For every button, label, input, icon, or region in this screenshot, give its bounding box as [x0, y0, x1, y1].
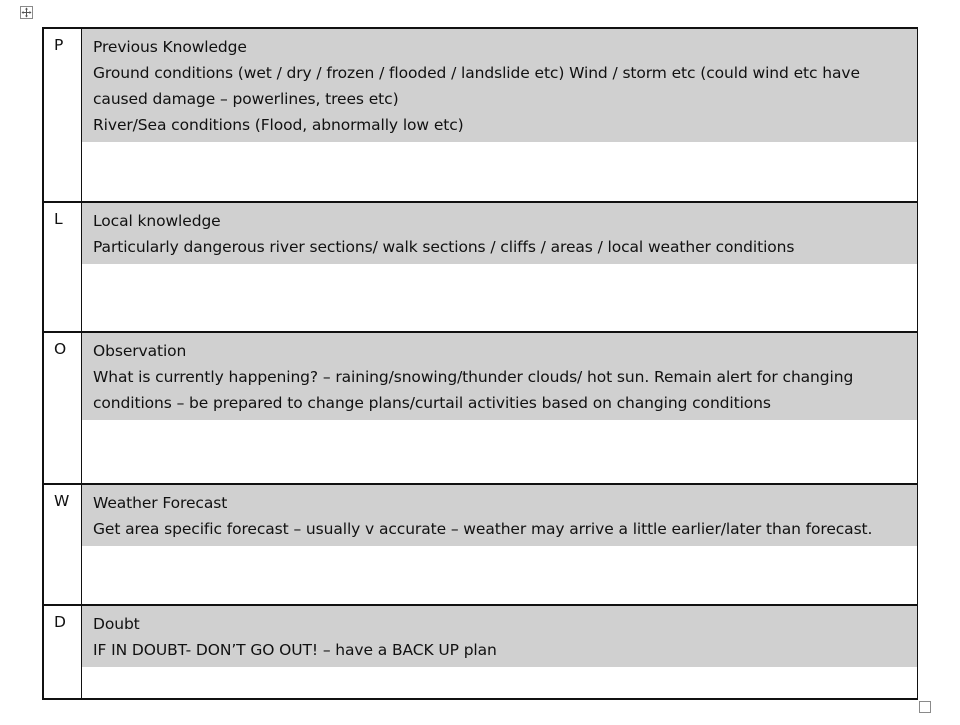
- row-content-cell[interactable]: [82, 333, 917, 485]
- row-letter: O: [44, 333, 82, 485]
- row-line: Get area specific forecast – usually v accurate – weather may arrive a little earlier/later than forecast.: [93, 520, 873, 538]
- row-title: Previous Knowledge: [93, 38, 247, 56]
- row-letter: L: [44, 203, 82, 333]
- row-title: Weather Forecast: [93, 494, 228, 512]
- row-title: Doubt: [93, 615, 140, 633]
- row-content-shaded: [82, 485, 917, 546]
- row-content-cell[interactable]: [82, 485, 917, 606]
- row-line: IF IN DOUBT- DON’T GO OUT! – have a BACK UP plan: [93, 641, 497, 659]
- table-move-icon[interactable]: [20, 6, 33, 19]
- row-line: River/Sea conditions (Flood, abnormally low etc): [93, 116, 464, 134]
- row-letter: P: [44, 29, 82, 201]
- table-row-w: [44, 483, 917, 606]
- table-row-o: [44, 331, 917, 485]
- row-line: Particularly dangerous river sections/ walk sections / cliffs / areas / local weather conditions: [93, 238, 795, 256]
- row-content-cell[interactable]: [82, 203, 917, 333]
- row-content-cell[interactable]: [82, 606, 917, 700]
- row-letter: D: [44, 606, 82, 700]
- row-content-shaded: [82, 606, 917, 667]
- row-content-shaded: [82, 333, 917, 420]
- row-content-shaded: [82, 29, 917, 142]
- four-arrows-icon: [21, 7, 32, 18]
- row-line: What is currently happening? – raining/snowing/thunder clouds/ hot sun. Remain alert for changing conditions – be prepared to change plans/curtail activities based on changing conditions: [93, 368, 854, 412]
- table-row-l: [44, 201, 917, 333]
- plowd-table: [42, 27, 918, 700]
- row-content-shaded: [82, 203, 917, 264]
- row-title: Observation: [93, 342, 187, 360]
- row-content-cell[interactable]: [82, 29, 917, 201]
- table-resize-icon[interactable]: [919, 701, 931, 713]
- table-row-p: [44, 29, 917, 201]
- row-title: Local knowledge: [93, 212, 221, 230]
- row-line: Ground conditions (wet / dry / frozen / flooded / landslide etc) Wind / storm etc (could wind etc have caused damage – powerlines, trees etc): [93, 64, 860, 108]
- table-row-d: [44, 604, 917, 700]
- row-letter: W: [44, 485, 82, 606]
